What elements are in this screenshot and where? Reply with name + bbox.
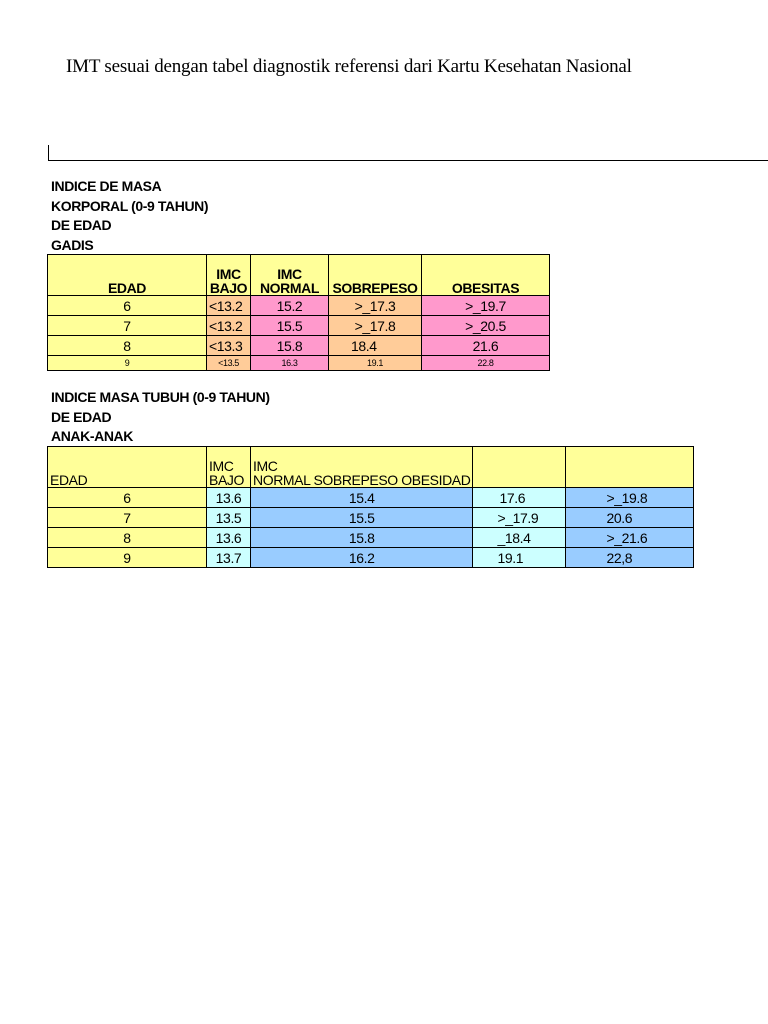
col-header-edad: EDAD <box>48 447 207 488</box>
cell-imc-normal: 16.3 <box>251 356 329 371</box>
cell-edad: 6 <box>48 296 207 316</box>
col-header-edad: EDAD <box>48 255 207 296</box>
cell-imc-normal: 15.4 <box>251 488 473 508</box>
col-header-line: IMC <box>216 266 241 282</box>
cell-sobrepeso: 19.1 <box>473 548 566 568</box>
cell-sobrepeso: 17.6 <box>473 488 566 508</box>
cell-imc-bajo: 13.6 <box>207 488 251 508</box>
cell-obesitas: 21.6 <box>422 336 550 356</box>
cell-sobrepeso: 19.1 <box>329 356 422 371</box>
cell-sobrepeso: 18.4 <box>329 336 422 356</box>
col-header-line: IMC <box>253 458 278 474</box>
cell-edad: 8 <box>48 528 207 548</box>
table-row <box>48 316 550 336</box>
cell-edad: 7 <box>48 508 207 528</box>
table-row <box>48 548 694 568</box>
cell-obesitas: 22.8 <box>422 356 550 371</box>
section1-heading-line: DE EDAD <box>51 217 112 233</box>
section1-heading <box>51 177 208 255</box>
cell-sobrepeso: _18.4 <box>473 528 566 548</box>
section1-heading-line: GADIS <box>51 236 94 253</box>
col-header-line: IMC <box>209 458 234 474</box>
col-header-line: BAJO <box>209 280 248 296</box>
cell-obesitas: >_20.5 <box>422 316 550 336</box>
page-rule-horizontal <box>48 160 768 161</box>
table-row <box>48 488 694 508</box>
cell-obesidad: 20.6 <box>566 508 694 528</box>
col-header-obesitas: OBESITAS <box>422 255 550 296</box>
cell-imc-normal: 15.5 <box>251 316 329 336</box>
cell-imc-bajo: 13.5 <box>207 508 251 528</box>
document-title: IMT sesuai dengan tabel diagnostik referensi dari Kartu Kesehatan Nasional <box>66 56 632 77</box>
table-row <box>48 508 694 528</box>
section2-heading-line: INDICE MASA TUBUH (0-9 TAHUN) <box>51 389 270 405</box>
table-row <box>48 296 550 316</box>
girls-bmi-table <box>47 254 550 371</box>
cell-imc-bajo: 13.6 <box>207 528 251 548</box>
children-bmi-table <box>47 446 694 568</box>
col-header-imc-normal <box>251 255 329 296</box>
cell-sobrepeso: >_17.8 <box>329 316 422 336</box>
cell-obesidad: >_21.6 <box>566 528 694 548</box>
cell-edad: 6 <box>48 488 207 508</box>
col-header-imc-bajo <box>207 255 251 296</box>
page-rule-vertical <box>48 145 49 161</box>
section1-heading-line: KORPORAL (0-9 TAHUN) <box>51 197 209 214</box>
col-header-line: NORMAL <box>259 280 320 296</box>
cell-sobrepeso: >_17.3 <box>329 296 422 316</box>
cell-sobrepeso: >_17.9 <box>473 508 566 528</box>
col-header-imc-bajo <box>207 447 251 488</box>
cell-imc-normal: 15.2 <box>251 296 329 316</box>
col-header-blank <box>473 447 566 488</box>
col-header-sobrepeso: SOBREPESO <box>329 255 422 296</box>
cell-imc-normal: 15.8 <box>251 336 329 356</box>
section2-heading <box>51 388 270 447</box>
table-row <box>48 528 694 548</box>
cell-obesidad: 22,8 <box>566 548 694 568</box>
section1-heading-line: INDICE DE MASA <box>51 178 162 194</box>
cell-imc-normal: 16.2 <box>251 548 473 568</box>
cell-imc-normal: 15.5 <box>251 508 473 528</box>
cell-edad: 9 <box>48 548 207 568</box>
col-header-imc-normal-group <box>251 447 473 488</box>
cell-imc-bajo: 13.7 <box>207 548 251 568</box>
cell-obesidad: >_19.8 <box>566 488 694 508</box>
col-header-blank <box>566 447 694 488</box>
cell-imc-bajo: <13.5 <box>207 356 251 371</box>
col-header-line: BAJO <box>209 472 244 488</box>
col-header-line: IMC <box>277 266 302 282</box>
cell-imc-bajo: <13.3 <box>207 336 251 356</box>
cell-imc-normal: 15.8 <box>251 528 473 548</box>
section2-heading-line: DE EDAD <box>51 408 112 425</box>
cell-edad: 8 <box>48 336 207 356</box>
cell-imc-bajo: <13.2 <box>207 316 251 336</box>
cell-obesitas: >_19.7 <box>422 296 550 316</box>
section2-heading-line: ANAK-ANAK <box>51 428 133 444</box>
col-header-line: NORMAL SOBREPESO OBESIDAD <box>253 472 471 488</box>
table-row <box>48 336 550 356</box>
cell-edad: 9 <box>48 356 207 371</box>
cell-imc-bajo: <13.2 <box>207 296 251 316</box>
table-row <box>48 356 550 371</box>
cell-edad: 7 <box>48 316 207 336</box>
